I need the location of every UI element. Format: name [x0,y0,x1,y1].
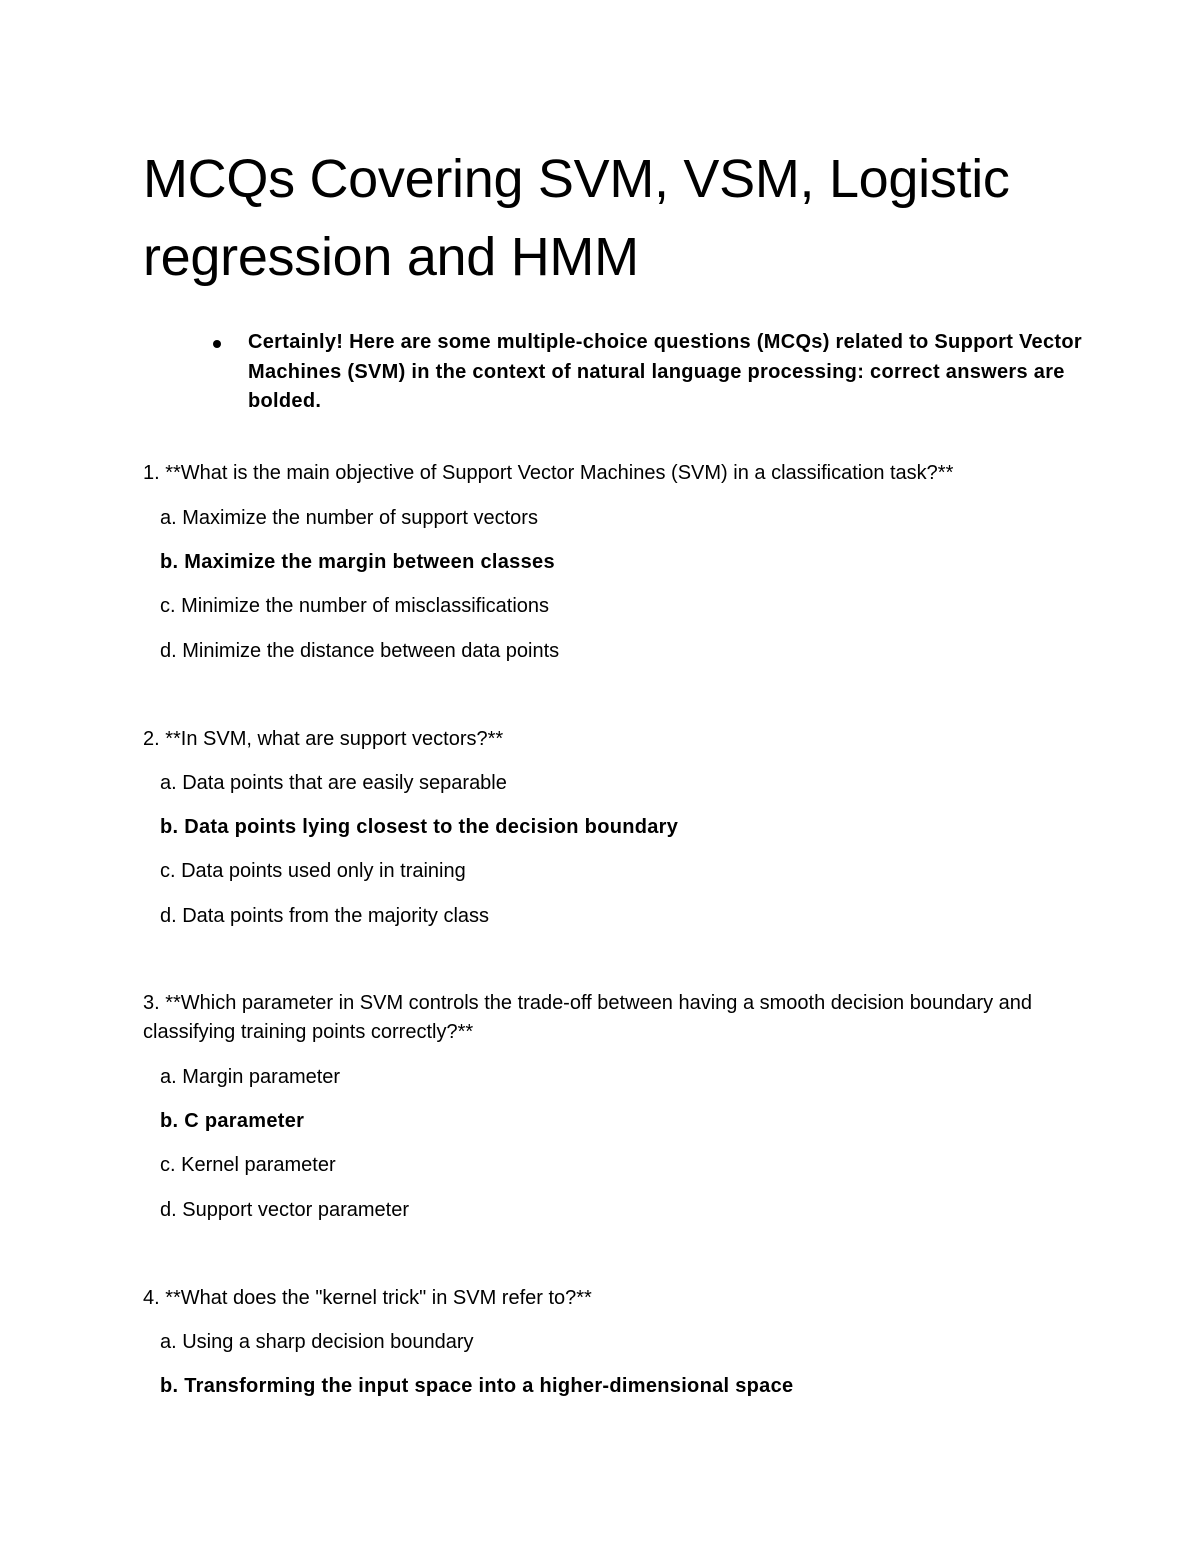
question-3-option-a: a. Margin parameter [160,1066,341,1088]
intro-text: Certainly! Here are some multiple-choice questions (MCQs) related to Support Vector Machines (SVM) in the context of natural language processing: correct answers are bolded. [248,331,1082,412]
question-4-option-b-correct: b. Transforming the input space into a higher-dimensional space [160,1375,794,1397]
question-3-option-c: c. Kernel parameter [160,1154,336,1176]
intro-list [210,328,1110,417]
question-3: 3. **Which parameter in SVM controls the trade-off between having a smooth decision boundary and classifying training points correctly?** [143,992,1033,1043]
question-2-option-b-correct: b. Data points lying closest to the decision boundary [160,816,679,838]
question-1-option-d: d. Minimize the distance between data points [160,640,560,662]
question-4: 4. **What does the "kernel trick" in SVM refer to?** [143,1287,592,1309]
question-3-option-b-correct: b. C parameter [160,1110,305,1132]
bullet-icon [213,340,221,348]
question-2-option-d: d. Data points from the majority class [160,905,490,927]
question-1: 1. **What is the main objective of Support Vector Machines (SVM) in a classification task?** [143,462,954,484]
question-1-option-b-correct: b. Maximize the margin between classes [160,551,555,573]
question-3-option-d: d. Support vector parameter [160,1199,410,1221]
question-1-option-a: a. Maximize the number of support vectors [160,507,538,529]
question-2-option-c: c. Data points used only in training [160,860,466,882]
question-2: 2. **In SVM, what are support vectors?** [143,728,504,750]
question-4-option-a: a. Using a sharp decision boundary [160,1331,474,1353]
question-1-option-c: c. Minimize the number of misclassifications [160,595,550,617]
question-2-option-a: a. Data points that are easily separable [160,772,507,794]
intro-item [210,328,1110,417]
document-title: MCQs Covering SVM, VSM, Logistic regression and HMM [143,149,1010,287]
